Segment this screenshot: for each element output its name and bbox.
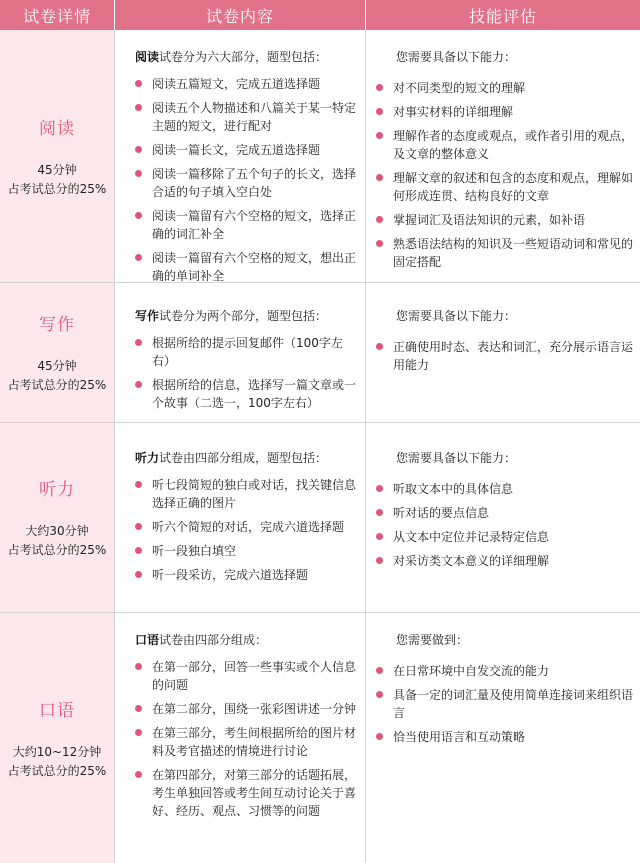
duration: 大约10~12分钟 xyxy=(12,744,102,759)
list-item: 对不同类型的短文的理解 xyxy=(376,79,634,97)
section-listening xyxy=(0,423,640,613)
skills-list xyxy=(376,338,634,374)
bullet-dot-icon xyxy=(135,254,142,261)
duration: 45分钟 xyxy=(37,359,77,373)
bullet-dot-icon xyxy=(135,104,142,111)
list-item: 根据所给的提示回复邮件（100字左右） xyxy=(135,334,359,370)
bullet-dot-icon xyxy=(135,212,142,219)
list-item: 在日常环境中自发交流的能力 xyxy=(376,662,634,680)
section-title: 写作 xyxy=(39,315,75,335)
section-title: 阅读 xyxy=(39,118,75,139)
bullet-dot-icon xyxy=(376,343,383,350)
list-item: 对事实材料的详细理解 xyxy=(376,103,634,121)
score-share: 占考试总分的25% xyxy=(7,763,107,778)
list-item: 从文本中定位并记录特定信息 xyxy=(376,528,634,546)
bullet-dot-icon xyxy=(135,771,142,778)
list-item: 在第四部分，对第三部分的话题拓展，考生单独回答或考生间互动讨论关于喜好、经历、观点、习惯等的问题 xyxy=(135,766,359,820)
bullet-dot-icon xyxy=(135,523,142,530)
list-item: 在第二部分，围绕一张彩图讲述一分钟 xyxy=(135,700,359,718)
list-item: 在第三部分，考生间根据所给的图片材料及考官描述的情境进行讨论 xyxy=(135,724,359,760)
content-intro: 口语试卷由四部分组成： xyxy=(135,633,268,647)
bullet-dot-icon xyxy=(376,533,383,540)
content-list xyxy=(135,334,359,412)
bullet-dot-icon xyxy=(376,84,383,91)
list-item: 听六个简短的对话，完成六道选择题 xyxy=(135,518,359,536)
content-intro: 阅读试卷分为六大部分，题型包括： xyxy=(135,50,328,64)
skills-list xyxy=(376,662,634,746)
section-listening-skills xyxy=(365,423,640,612)
list-item: 阅读一篇移除了五个句子的长文，选择合适的句子填入空白处 xyxy=(135,165,359,201)
bullet-dot-icon xyxy=(376,174,383,181)
header-exam-content: 试卷内容 xyxy=(114,0,365,30)
list-item: 掌握词汇及语法知识的元素，如补语 xyxy=(376,211,634,229)
section-writing xyxy=(0,283,640,423)
list-item: 具备一定的词汇量及使用简单连接词来组织语言 xyxy=(376,686,634,722)
list-item: 根据所给的信息，选择写一篇文章或一个故事（二选一，100字左右） xyxy=(135,376,359,412)
duration: 45分钟 xyxy=(37,162,77,177)
bullet-dot-icon xyxy=(376,691,383,698)
score-share: 占考试总分的25% xyxy=(7,181,107,196)
skills-intro: 您需要具备以下能力： xyxy=(396,50,517,64)
list-item: 在第一部分，回答一些事实或个人信息的问题 xyxy=(135,658,359,694)
score-share: 占考试总分的25% xyxy=(7,378,107,392)
list-item: 正确使用时态、表达和词汇，充分展示语言运用能力 xyxy=(376,338,634,374)
list-item: 阅读五篇短文，完成五道选择题 xyxy=(135,75,359,93)
skills-list xyxy=(376,79,634,271)
section-speaking-details xyxy=(0,613,114,863)
bullet-dot-icon xyxy=(376,733,383,740)
skills-list xyxy=(376,480,634,570)
list-item: 对采访类文本意义的详细理解 xyxy=(376,552,634,570)
bullet-dot-icon xyxy=(376,557,383,564)
list-item: 理解文章的叙述和包含的态度和观点，理解如何形成连贯、结构良好的文章 xyxy=(376,169,634,205)
section-reading-skills xyxy=(365,30,640,282)
bullet-dot-icon xyxy=(376,509,383,516)
bullet-dot-icon xyxy=(376,108,383,115)
bullet-dot-icon xyxy=(135,705,142,712)
section-writing-content xyxy=(114,283,365,422)
content-list xyxy=(135,476,359,584)
header-exam-details: 试卷详情 xyxy=(0,0,114,30)
duration: 大约30分钟 xyxy=(25,524,89,538)
section-speaking-content xyxy=(114,613,365,863)
section-writing-details xyxy=(0,283,114,422)
section-speaking xyxy=(0,613,640,863)
section-listening-content xyxy=(114,423,365,612)
bullet-dot-icon xyxy=(135,381,142,388)
section-reading xyxy=(0,30,640,283)
skills-intro: 您需要具备以下能力： xyxy=(396,309,517,323)
list-item: 熟悉语法结构的知识及一些短语动词和常见的固定搭配 xyxy=(376,235,634,271)
list-item: 阅读一篇留有六个空格的短文，选择正确的词汇补全 xyxy=(135,207,359,243)
skills-intro: 您需要做到： xyxy=(396,633,469,647)
list-item: 恰当使用语言和互动策略 xyxy=(376,728,634,746)
list-item: 阅读一篇长文，完成五道选择题 xyxy=(135,141,359,159)
section-writing-skills xyxy=(365,283,640,422)
bullet-dot-icon xyxy=(135,729,142,736)
bullet-dot-icon xyxy=(376,216,383,223)
bullet-dot-icon xyxy=(135,146,142,153)
content-list xyxy=(135,658,359,820)
content-list xyxy=(135,75,359,285)
content-intro: 写作试卷分为两个部分，题型包括： xyxy=(135,309,328,323)
list-item: 听一段采访，完成六道选择题 xyxy=(135,566,359,584)
bullet-dot-icon xyxy=(135,170,142,177)
section-speaking-skills xyxy=(365,613,640,863)
list-item: 听取文本中的具体信息 xyxy=(376,480,634,498)
list-item: 阅读一篇留有六个空格的短文，想出正确的单词补全 xyxy=(135,249,359,285)
list-item: 听七段简短的独白或对话，找关键信息选择正确的图片 xyxy=(135,476,359,512)
bullet-dot-icon xyxy=(376,667,383,674)
header-skill-assessment: 技能评估 xyxy=(365,0,640,30)
bullet-dot-icon xyxy=(135,663,142,670)
section-title: 听力 xyxy=(39,480,75,500)
bullet-dot-icon xyxy=(376,485,383,492)
section-title: 口语 xyxy=(39,700,75,721)
bullet-dot-icon xyxy=(135,80,142,87)
bullet-dot-icon xyxy=(376,132,383,139)
section-reading-content xyxy=(114,30,365,282)
skills-intro: 您需要具备以下能力： xyxy=(396,451,517,465)
bullet-dot-icon xyxy=(135,339,142,346)
section-listening-details xyxy=(0,423,114,612)
bullet-dot-icon xyxy=(135,547,142,554)
section-reading-details xyxy=(0,30,114,282)
score-share: 占考试总分的25% xyxy=(7,543,107,557)
list-item: 听对话的要点信息 xyxy=(376,504,634,522)
bullet-dot-icon xyxy=(135,571,142,578)
list-item: 理解作者的态度或观点，或作者引用的观点，及文章的整体意义 xyxy=(376,127,634,163)
bullet-dot-icon xyxy=(376,240,383,247)
list-item: 阅读五个人物描述和八篇关于某一特定主题的短文，进行配对 xyxy=(135,99,359,135)
list-item: 听一段独白填空 xyxy=(135,542,359,560)
bullet-dot-icon xyxy=(135,481,142,488)
content-intro: 听力试卷由四部分组成，题型包括： xyxy=(135,451,328,465)
